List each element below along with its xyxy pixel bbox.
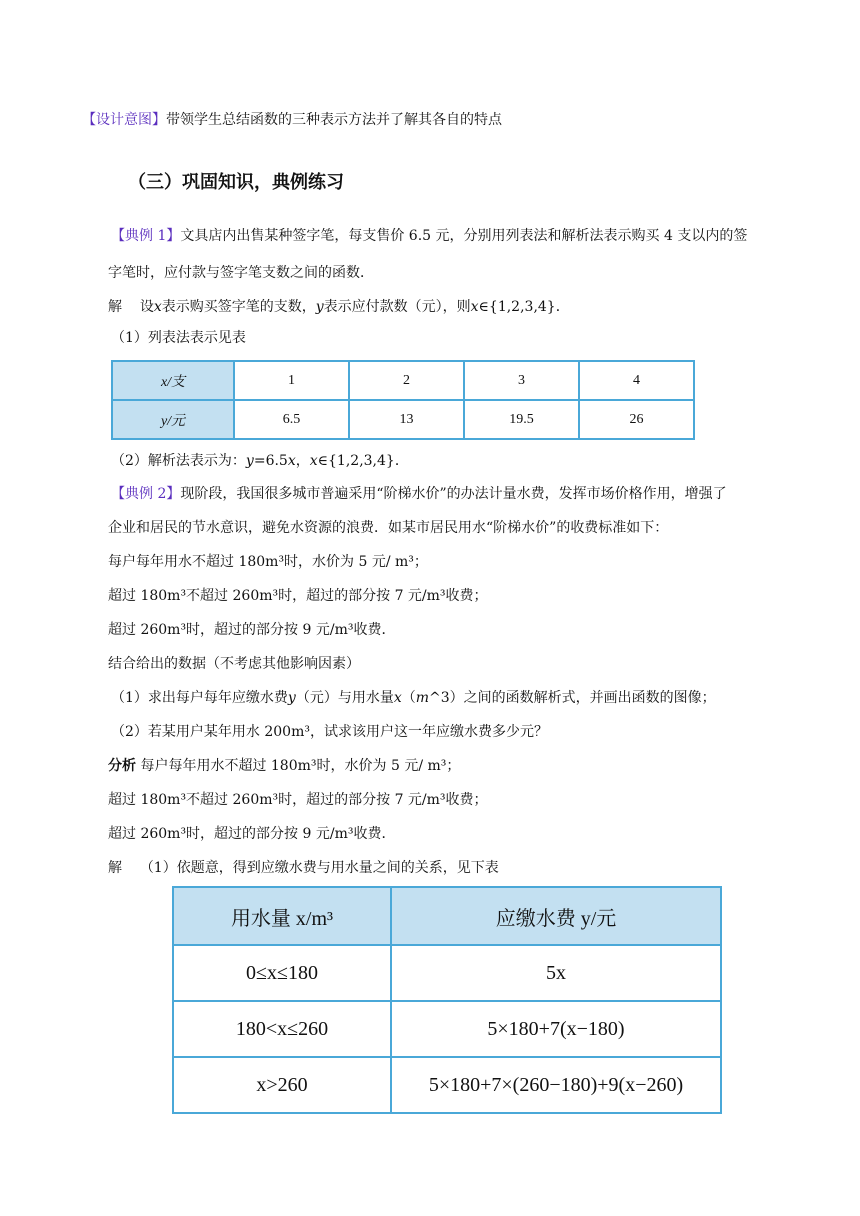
example1-part1: （1）列表法表示见表	[111, 330, 246, 346]
solution-text: （2）解析法表示为：	[111, 453, 246, 469]
example2-line2: 企业和居民的节水意识，避免水资源的浪费．如某市居民用水“阶梯水价”的收费标准如下：	[108, 520, 669, 536]
solution-label: 解	[108, 299, 122, 315]
table-cell: 6.5	[234, 400, 349, 439]
math-y: y	[315, 299, 324, 315]
table-header-cell: x/支	[112, 361, 234, 400]
example1-tag: 【典例 1】	[111, 228, 181, 244]
design-intent-line	[82, 110, 502, 130]
analysis-text: 每户每年用水不超过 180m³时，水价为 5 元/ m³；	[140, 758, 461, 774]
table-row	[173, 945, 721, 1001]
math-x: x	[309, 453, 318, 469]
solution-text: ∈{1,2,3,4}．	[478, 299, 570, 315]
table-cell: 13	[349, 400, 464, 439]
table-cell: 5×180+7×(260−180)+9(x−260)	[391, 1057, 721, 1113]
example2-tag: 【典例 2】	[111, 486, 181, 502]
example1-line1	[111, 226, 747, 246]
math-x: x	[287, 453, 296, 469]
table-cell: 180<x≤260	[173, 1001, 391, 1057]
example2-rule1: 每户每年用水不超过 180m³时，水价为 5 元/ m³；	[108, 554, 428, 570]
table-cell: 0≤x≤180	[173, 945, 391, 1001]
question-text: （1）求出每户每年应缴水费	[111, 690, 288, 706]
table-header-row	[173, 887, 721, 945]
analysis-label: 分析	[108, 758, 136, 774]
example1-solution	[108, 297, 570, 317]
math-x: x	[470, 299, 479, 315]
table-cell: 3	[464, 361, 579, 400]
solution-label: 解	[108, 860, 122, 876]
math-y: y	[245, 453, 254, 469]
math-x: x	[153, 299, 162, 315]
example2-line1	[111, 484, 727, 504]
table-header-cell: 用水量 x/m³	[173, 887, 391, 945]
question-text: （元）与用水量	[295, 690, 394, 706]
example1-text1: 文具店内出售某种签字笔，每支售价 6.5 元，分别用列表法和解析法表示购买 4 支以内的签	[180, 228, 748, 244]
table-cell: x>260	[173, 1057, 391, 1113]
solution-text: 表示应付款数（元），则	[323, 299, 471, 315]
table-cell: 5x	[391, 945, 721, 1001]
table-cell: 5×180+7(x−180)	[391, 1001, 721, 1057]
example2-analysis1	[108, 756, 460, 776]
table-cell: 26	[579, 400, 694, 439]
question-text: （	[401, 690, 416, 706]
example2-solution	[108, 858, 499, 878]
table-row	[173, 1057, 721, 1113]
example1-line2: 字笔时，应付款与签字笔支数之间的函数．	[108, 265, 374, 281]
solution-text: =6.5	[253, 453, 288, 469]
solution-text: （1）依题意，得到应缴水费与用水量之间的关系，见下表	[139, 860, 499, 876]
pen-price-table	[111, 360, 695, 440]
table-cell: 19.5	[464, 400, 579, 439]
table-cell: 4	[579, 361, 694, 400]
example2-analysis2: 超过 180m³不超过 260m³时，超过的部分按 7 元/m³收费；	[108, 792, 488, 808]
table-header-cell: 应缴水费 y/元	[391, 887, 721, 945]
example2-rule2: 超过 180m³不超过 260m³时，超过的部分按 7 元/m³收费；	[108, 588, 488, 604]
math-m: m	[415, 690, 430, 706]
table-row	[173, 1001, 721, 1057]
example2-rule3: 超过 260m³时，超过的部分按 9 元/m³收费．	[108, 622, 396, 638]
question-text: ^3）之间的函数解析式，并画出函数的图像；	[429, 690, 716, 706]
solution-text: 设	[139, 299, 154, 315]
solution-text: ∈{1,2,3,4}．	[317, 453, 409, 469]
design-intent-text: 带领学生总结函数的三种表示方法并了解其各自的特点	[166, 112, 502, 128]
table-cell: 2	[349, 361, 464, 400]
water-fee-table	[172, 886, 722, 1114]
example2-text1: 现阶段，我国很多城市普遍采用“阶梯水价”的办法计量水费，发挥市场价格作用，增强了	[180, 486, 727, 502]
math-y: y	[287, 690, 296, 706]
solution-text: ，	[295, 453, 310, 469]
table-cell: 1	[234, 361, 349, 400]
example2-given: 结合给出的数据（不考虑其他影响因素）	[108, 656, 360, 672]
solution-text: 表示购买签字笔的支数，	[161, 299, 316, 315]
example2-question2: （2）若某用户某年用水 200m³，试求该用户这一年应缴水费多少元？	[111, 724, 548, 740]
table-row	[112, 400, 694, 439]
table-row	[112, 361, 694, 400]
example2-question1	[111, 688, 716, 708]
section-heading: （三）巩固知识，典例练习	[128, 172, 344, 193]
table-header-cell: y/元	[112, 400, 234, 439]
example1-part2	[111, 451, 409, 471]
math-x: x	[393, 690, 402, 706]
example2-analysis3: 超过 260m³时，超过的部分按 9 元/m³收费．	[108, 826, 396, 842]
design-intent-tag: 【设计意图】	[82, 112, 166, 128]
